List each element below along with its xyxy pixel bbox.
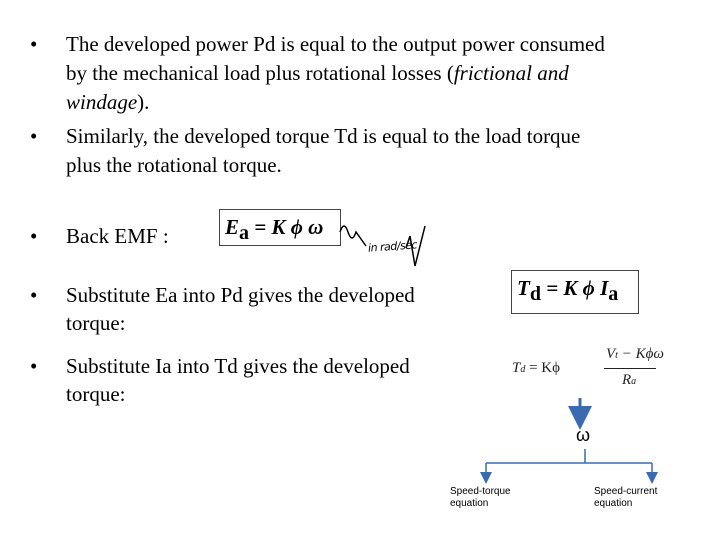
bullet-text-line: The developed power Pd is equal to the output power consumed <box>66 32 605 56</box>
bullet-text-line: plus the rotational torque. <box>66 153 282 177</box>
bullet-marker: • <box>30 32 38 56</box>
equation-subscript: a <box>608 283 619 305</box>
bullet-marker: • <box>30 283 38 307</box>
equation-rhs: = K ϕ I <box>540 276 609 300</box>
label-line: Speed-torque <box>450 486 511 497</box>
equation-symbol: T <box>512 360 521 376</box>
bullet-text: ). <box>137 90 150 114</box>
equation-subscript: a <box>631 376 637 387</box>
equation-symbol: E <box>225 215 240 239</box>
equation-symbol: T <box>517 276 530 300</box>
equation-subscript: d <box>520 364 526 375</box>
bullet-text-italic: windage <box>66 90 138 114</box>
bullet-text-line: Similarly, the developed torque Td is equal to the load torque <box>66 124 581 148</box>
equation-symbol: R <box>622 372 632 388</box>
bullet-text-line: Back EMF : <box>66 224 169 248</box>
label-line: equation <box>594 498 633 509</box>
equation-numerator-rest: − Kϕω <box>617 346 664 362</box>
label-line: Speed-current <box>594 486 658 497</box>
equation-subscript: t <box>615 350 618 361</box>
bullet-text-line: Substitute Ia into Td gives the developed <box>66 354 410 378</box>
equation-subscript: d <box>529 283 541 305</box>
bullet-text-line: torque: <box>66 382 126 406</box>
bullet-marker: • <box>30 224 38 248</box>
bullet-text-line: torque: <box>66 311 126 335</box>
handwritten-note-text: in rad/sec <box>367 238 418 255</box>
label-line: equation <box>450 498 489 509</box>
equation-rhs: = K ϕ ω <box>249 215 324 239</box>
equation-middle: = Kϕ <box>525 360 561 376</box>
speed-current-label <box>594 486 657 510</box>
bullet-marker: • <box>30 354 38 378</box>
equation-symbol: V <box>606 346 616 362</box>
bullet-text: by the mechanical load plus rotational losses ( <box>66 61 454 85</box>
bullet-text-italic: frictional and <box>453 61 569 85</box>
equation-subscript: a <box>239 222 250 244</box>
omega-label <box>576 425 590 446</box>
bullet-marker: • <box>30 124 38 148</box>
bullet-text-line: Substitute Ea into Pd gives the developed <box>66 283 415 307</box>
omega-text: ω <box>576 425 591 445</box>
speed-torque-label <box>450 486 511 510</box>
